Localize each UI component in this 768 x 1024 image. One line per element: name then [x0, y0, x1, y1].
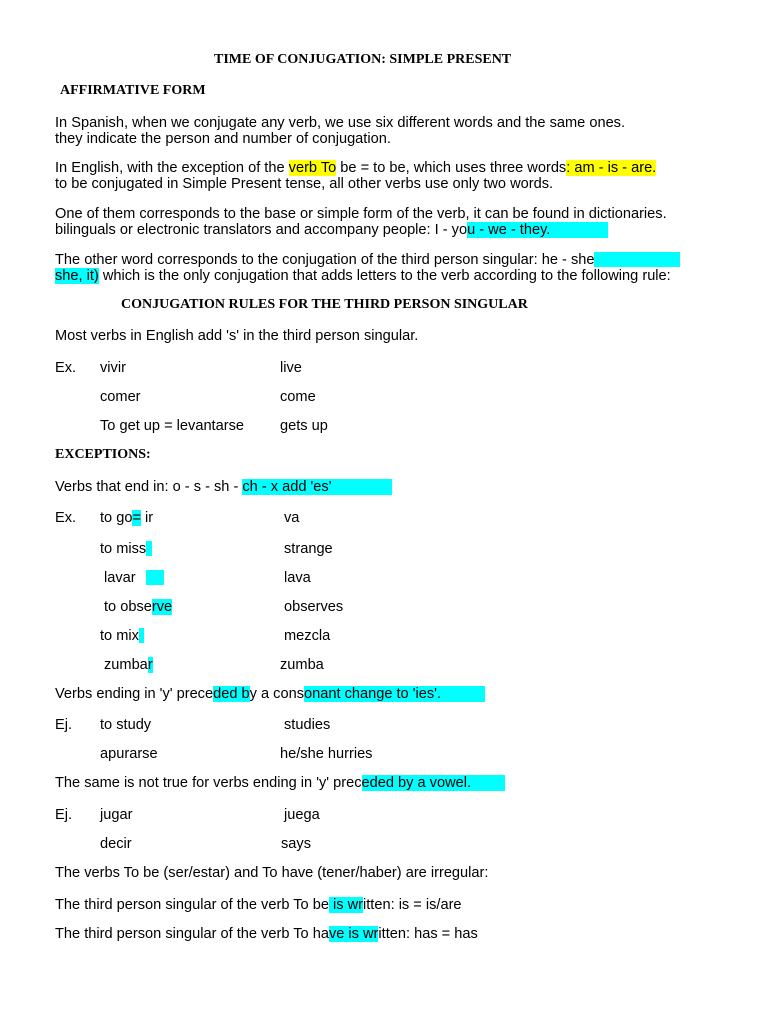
- example-english: observes: [284, 599, 344, 615]
- rule-ies: Verbs ending in 'y' preceded by a consonant change to 'ies'.: [55, 686, 485, 702]
- paragraph-base-form-line1: One of them corresponds to the base or simple form of the verb, it can be found in dictionaries.: [55, 206, 667, 222]
- example-english: strange: [284, 541, 333, 557]
- highlight-she-it: she, it): [55, 268, 99, 284]
- example-english: zumba: [280, 657, 324, 673]
- paragraph-spanish-line1: In Spanish, when we conjugate any verb, we use six different words and the same ones.: [55, 115, 626, 131]
- highlight-rve: rve: [151, 599, 173, 615]
- example-english: lava: [284, 570, 311, 586]
- example-spanish: comer: [100, 389, 141, 405]
- rule-to-be: The third person singular of the verb To be is written: is = is/are: [55, 897, 462, 913]
- example-english: live: [280, 360, 302, 376]
- highlight-ch-x: ch - x add 'es': [242, 479, 391, 495]
- example-spanish: to observe: [104, 599, 173, 615]
- paragraph-third-person-line2: she, it) which is the only conjugation that adds letters to the verb according to the following rule:: [55, 268, 671, 284]
- rules-heading: CONJUGATION RULES FOR THE THIRD PERSON SINGULAR: [121, 297, 528, 312]
- example-spanish: to go= ir: [100, 510, 154, 526]
- example-english: studies: [284, 717, 331, 733]
- highlight-r: r: [147, 657, 153, 673]
- highlight-verb-to: verb To: [288, 160, 337, 176]
- example-english: va: [284, 510, 300, 526]
- example-spanish: To get up = levantarse: [100, 418, 245, 434]
- example-english: come: [280, 389, 316, 405]
- example-spanish: zumbar: [104, 657, 153, 673]
- highlight-preceded-vowel: eded by a vowel.: [362, 775, 506, 791]
- example-label: Ex.: [55, 360, 77, 376]
- example-label: Ex.: [55, 510, 77, 526]
- example-english: he/she hurries: [280, 746, 373, 762]
- example-label: Ej.: [55, 717, 73, 733]
- example-spanish: decir: [100, 836, 132, 852]
- rule-add-s: Most verbs in English add 's' in the third person singular.: [55, 328, 419, 344]
- highlight-onant: onant change to 'ies'.: [304, 686, 485, 702]
- rule-add-es: Verbs that end in: o - s - sh - ch - x add 'es': [55, 479, 392, 495]
- example-spanish: to miss: [100, 541, 152, 557]
- paragraph-third-person-line1: The other word corresponds to the conjugation of the third person singular: he - she: [55, 252, 680, 268]
- example-spanish: jugar: [100, 807, 133, 823]
- example-spanish: lavar: [104, 570, 136, 586]
- paragraph-base-form-line2: bilinguals or electronic translators and accompany people: I - you - we - they.: [55, 222, 608, 238]
- highlight-mark: [146, 570, 164, 585]
- rule-vowel: The same is not true for verbs ending in 'y' preceded by a vowel.: [55, 775, 505, 791]
- highlight-we-they: u - we - they.: [467, 222, 608, 238]
- rule-irregular: The verbs To be (ser/estar) and To have (tener/haber) are irregular:: [55, 865, 489, 881]
- example-english: mezcla: [284, 628, 331, 644]
- rule-to-have: The third person singular of the verb To have is written: has = has: [55, 926, 478, 942]
- affirmative-heading: AFFIRMATIVE FORM: [60, 83, 206, 98]
- highlight-equals: =: [132, 510, 141, 526]
- example-spanish: to study: [100, 717, 152, 733]
- highlight-am-is-are: : am - is - are.: [566, 160, 657, 176]
- highlight-empty: [594, 252, 680, 267]
- example-spanish: to mix: [100, 628, 144, 644]
- example-english: gets up: [280, 418, 328, 434]
- paragraph-english-line2: to be conjugated in Simple Present tense, all other verbs use only two words.: [55, 176, 554, 192]
- example-english: says: [281, 836, 312, 852]
- example-english: juega: [284, 807, 320, 823]
- example-spanish: apurarse: [100, 746, 158, 762]
- paragraph-english-line1: In English, with the exception of the verb To be = to be, which uses three words: am - is - are.: [55, 160, 657, 176]
- example-spanish: vivir: [100, 360, 126, 376]
- highlight-ded-b: ded b: [213, 686, 250, 702]
- highlight-mark: [139, 628, 144, 643]
- paragraph-spanish-line2: they indicate the person and number of conjugation.: [55, 131, 391, 147]
- highlight-ve-is-wr: ve is wr: [328, 926, 379, 942]
- page-title: TIME OF CONJUGATION: SIMPLE PRESENT: [214, 52, 512, 67]
- exceptions-heading: EXCEPTIONS:: [55, 447, 151, 462]
- highlight-mark: [146, 541, 152, 556]
- highlight-is-wr: is wr: [328, 897, 363, 913]
- example-label: Ej.: [55, 807, 73, 823]
